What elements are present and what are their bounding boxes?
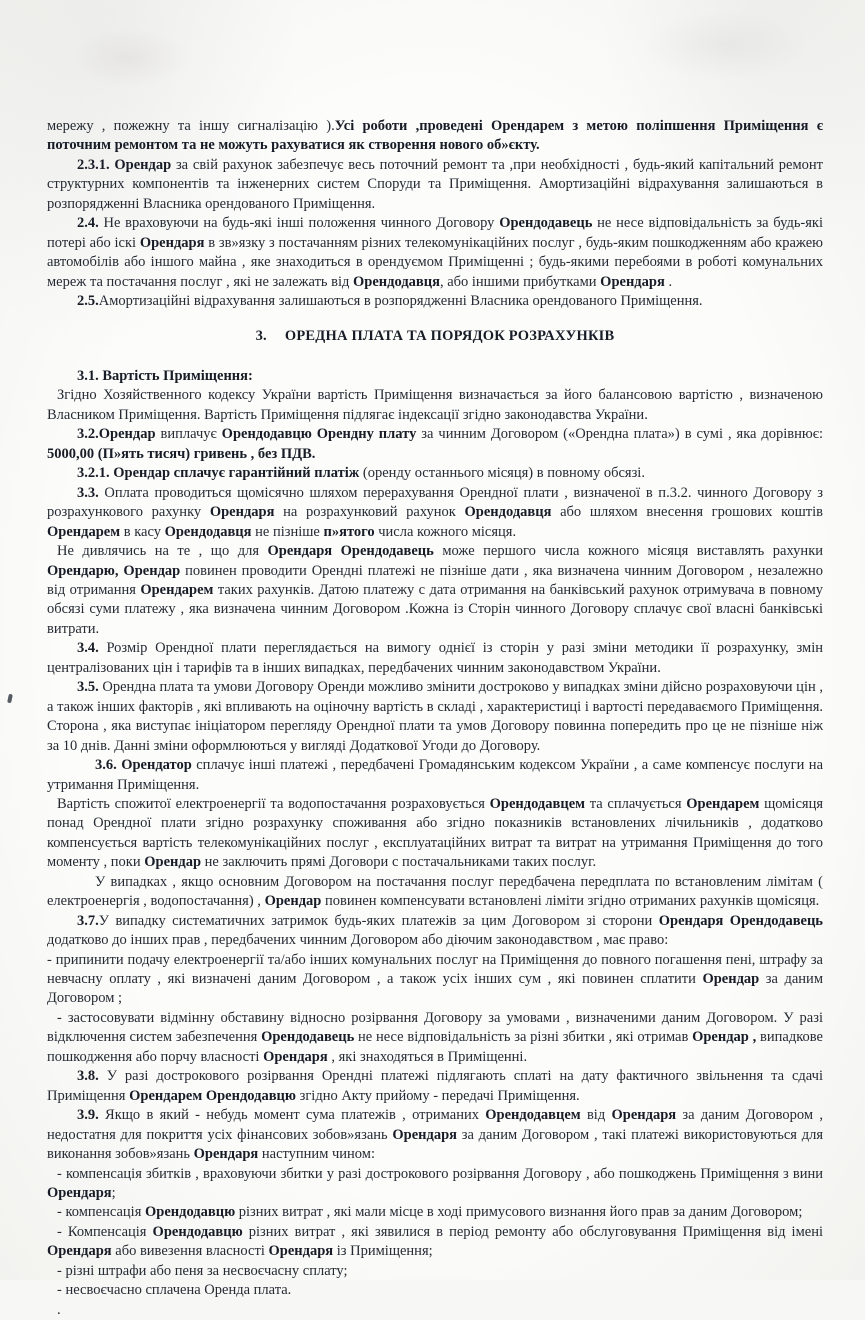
paragraph: [47, 1165, 823, 1204]
text-run: Орендаря: [193, 1146, 259, 1163]
paragraph: [47, 1262, 823, 1281]
text-run: Орендна плата та умови Договору Оренди можливо змінити достроково у випадках зміни дійсно розраховуючи цін , а також інших факторів , які впливають на оціночну вартість в складі , характеристиці і вартості передаваємого Приміщення. Сторона , яка виступає ініціатором перегляду Орендної плати та умов Договору повинна попередить про це не пізніше ніж за 10 днів. Данні зміни оформлюються у вигляді Додаткової Угоди до Договору.: [47, 679, 823, 754]
text-run: ;: [111, 1185, 116, 1202]
text-run: або вивезення власності: [111, 1243, 269, 1260]
paragraph: [47, 873, 823, 912]
text-run: 3.8.: [77, 1068, 99, 1085]
text-run: Орендодавцем: [489, 795, 586, 812]
text-run: - компенсація: [57, 1204, 145, 1221]
paragraph: [47, 1281, 823, 1300]
text-run: наступним чином:: [258, 1146, 375, 1163]
text-run: 3.3.: [77, 484, 99, 501]
text-run: на розрахунковий рахунок: [274, 504, 465, 521]
text-run: Не враховуючи на будь-які інші положення чинного Договору: [98, 215, 500, 232]
text-run: не заключить прямі Договори с постачальниками таких послуг.: [201, 854, 597, 871]
paragraph: [47, 639, 823, 678]
paragraph: [47, 1203, 823, 1222]
text-run: Орендар: [264, 893, 322, 910]
text-run: Орендаря: [209, 504, 275, 521]
paragraph: [47, 214, 823, 292]
text-run: 3.6. Орендатор: [95, 757, 192, 774]
text-run: Амортизаційні відрахування залишаються в розпорядженні Власника орендованого Приміщення.: [98, 293, 703, 310]
text-run: повинен компенсувати встановлені ліміти згідно отриманих рахунків щомісяця.: [321, 893, 820, 910]
text-run: Орендаря Орендодавець: [267, 543, 434, 560]
text-run: Згідно Хозяйственного кодексу України вартість Приміщення визначається за його балансовою вартістю , визначеною Власником Приміщення. Вартість Приміщення підлягає індексації згідно законодавства України.: [47, 387, 823, 423]
text-run: Орендар: [98, 426, 156, 443]
text-run: Орендар: [144, 854, 202, 871]
text-run: 3.2.: [77, 426, 99, 443]
text-run: та сплачується: [585, 795, 687, 812]
section-heading: [47, 327, 823, 346]
paragraph: [47, 156, 823, 214]
text-run: Орендаря: [268, 1243, 334, 1260]
text-run: 3.1. Вартість Приміщення:: [77, 367, 253, 384]
text-run: різних витрат , які зявилися в період ремонту або обслуговування Приміщення від імені: [242, 1223, 823, 1240]
text-run: Оплата проводиться щомісячно шляхом перерахування Орендної плати , визначеної в п.3.2. чинного Договору з розрахункового рахунку: [47, 484, 823, 521]
paragraph: [47, 425, 823, 464]
text-run: Орендодавцю Орендну плату: [221, 426, 417, 443]
scan-smudge: [640, 10, 810, 80]
paragraph: [47, 117, 823, 156]
text-run: згідно Акту прийому - передачі Приміщення.: [295, 1087, 580, 1104]
text-run: 3.9.: [77, 1107, 99, 1124]
text-run: Орендарю, Орендар: [47, 562, 181, 579]
text-run: за чинним Договором («Орендна плата») в сумі , яка дорівнює:: [416, 426, 823, 443]
text-run: Орендарем Орендодавцю: [129, 1087, 296, 1104]
text-run: У випадку систематичних затримок будь-яких платежів за цим Договором зі сторони: [98, 912, 659, 929]
text-run: .: [664, 273, 673, 290]
text-run: Якщо в який - небудь момент сума платежів , отриманих: [98, 1107, 486, 1124]
paragraph: [47, 756, 823, 795]
text-run: - різні штрафи або пеня за несвоєчасну сплату;: [57, 1262, 348, 1279]
text-run: повинен проводити Орендні платежі не пізніше дати , яка визначена чинним Договором , незалежно від отримання: [47, 562, 823, 598]
section-number: 3.: [255, 327, 267, 344]
paragraph: [47, 1067, 823, 1106]
text-run: мережу , пожежну та іншу сигналізацію ).: [47, 118, 335, 134]
text-run: Орендаря Орендодавець: [658, 912, 823, 929]
text-run: не несе відповідальність за різні збитки , які отримав: [354, 1029, 693, 1046]
paragraph: [47, 678, 823, 756]
paragraph: [47, 484, 823, 542]
text-run: Орендаря: [600, 273, 665, 290]
section-title: ОРЕДНА ПЛАТА ТА ПОРЯДОК РОЗРАХУНКІВ: [284, 327, 615, 344]
text-run: в зв»язку з постачанням різних телекомунікаційних послуг , будь-яким пошкодженням або кражею автомобілів або іншого майна , яке знаходиться в орендуємом Приміщенні ; будь-якими перебоями в роботі комунальних мереж та постачання послуг , які не залежать від: [47, 234, 823, 290]
text-run: - припинити подачу електроенергії та/або інших комунальних послуг на Приміщення до повного погашення пені, штрафу за невчасну оплату , які визначені даним Договором , а також усіх інших сум , які повинен сплатити: [47, 951, 823, 988]
text-run: за свій рахунок забезпечує весь поточний ремонт та ,при необхідності , будь-який капітальний ремонт структурних компонентів та інженерних систем Споруди та Приміщення. Амортизаційні відрахування залишаються в розпорядженні Власника орендованого Приміщення.: [47, 156, 823, 212]
text-run: Розмір Орендної плати переглядається на вимогу однієї із сторін у разі зміни методики її розрахунку, змін централізованих цін і тарифів та в інших випадках, передбачених чинним законодавством України.: [47, 640, 823, 676]
text-run: Орендарем: [140, 581, 214, 598]
text-run: додатково до інших прав , передбачених чинним Договором або діючим законодавством , має право:: [47, 932, 669, 949]
text-run: 2.4.: [77, 215, 99, 232]
text-run: 2.5.: [77, 293, 99, 310]
text-run: У випадках , якщо основним Договором на постачання послуг передбачена передплата по встановленим лімітам ( електроенергія , водопостачання) ,: [47, 873, 823, 910]
paragraph: [47, 386, 823, 425]
text-run: Орендаря: [47, 1243, 112, 1260]
paragraph: [47, 367, 823, 386]
paragraph: [47, 464, 823, 483]
text-run: 2.3.1. Орендар: [77, 156, 172, 173]
text-run: Орендодавця: [464, 504, 552, 521]
text-run: або шляхом внесення грошових коштів: [551, 504, 823, 521]
text-run: 3.7.: [77, 912, 99, 929]
text-run: Орендарем: [686, 795, 760, 812]
text-run: від: [580, 1107, 612, 1124]
text-run: Орендарем: [47, 523, 121, 540]
text-run: за даним Договором , недостатня для покриття усіх фінансових зобов»язань: [47, 1107, 823, 1143]
text-run: 5000,00 (П»ять тисяч) гривень , без ПДВ.: [47, 445, 316, 462]
text-run: Орендодавця: [353, 273, 440, 290]
paragraph: [47, 795, 823, 873]
text-run: Вартість спожитої електроенергії та водопостачання розраховується: [57, 795, 490, 812]
text-run: Орендодавець: [499, 215, 593, 232]
text-run: - Компенсація: [57, 1223, 153, 1240]
paragraph: [47, 951, 823, 1009]
text-run: (оренду останнього місяця) в повному обсязі.: [359, 465, 645, 482]
paragraph: [47, 1301, 823, 1320]
scan-mark: [7, 694, 13, 704]
text-run: Орендодавцю: [152, 1223, 243, 1240]
text-run: за даним Договором ;: [47, 971, 823, 1007]
paragraph: [47, 1009, 823, 1067]
text-run: Орендаря: [139, 234, 205, 251]
text-run: таких рахунків. Датою платежу с дата отримання на банківський рахунок отримувача в повному обсязі суми платежу , яка визначена чинним Договором .Кожна із Сторін чинного Договору сплачує свої власні банківські витрати.: [47, 581, 823, 637]
text-run: , які знаходяться в Приміщенні.: [327, 1048, 528, 1065]
text-run: 3.2.1. Орендар сплачує гарантійний платіж: [77, 465, 360, 482]
paragraph: [47, 542, 823, 639]
text-run: , або іншими прибутками: [439, 273, 601, 290]
paragraph: [47, 1223, 823, 1262]
paragraph: [47, 292, 823, 311]
text-run: не несе відповідальність за будь-які потері або іскі: [47, 215, 824, 251]
text-run: різних витрат , які мали місце в ході примусового визнання його прав за даним Договором;: [235, 1204, 803, 1221]
text-run: Не дивлячись на те , що для: [57, 543, 268, 560]
text-run: Орендаря: [47, 1185, 112, 1202]
text-run: Усі роботи ,проведені Орендарем з метою поліпшення Приміщення є поточним ремонтом та не можуть рахуватися як створення нового об»єкту.: [47, 118, 823, 154]
paragraph: [47, 1106, 823, 1164]
text-run: випадкове пошкодження або порчу власності: [47, 1029, 823, 1065]
text-run: щомісяця понад Орендної плати згідно розрахунку споживання або згідно показників встановлених лічильників , додатково компенсується вартість телекомунікаційних послуг , експлуатаційних витрат та витрат на утримання Приміщення до того моменту , поки: [47, 795, 823, 871]
text-run: Орендодавець: [261, 1029, 355, 1046]
text-run: Орендодавцю: [145, 1204, 236, 1221]
text-run: Орендар: [702, 971, 760, 988]
text-run: може першого числа кожного місяця виставлять рахунки: [433, 543, 823, 560]
text-run: числа кожного місяця.: [374, 523, 517, 540]
text-run: виплачує: [155, 426, 222, 443]
text-run: 3.4.: [77, 640, 99, 657]
text-run: за даним Договором , такі платежі використовуються для виконання зобов»язань: [47, 1126, 823, 1163]
document-body: [47, 117, 823, 1320]
text-run: - застосовувати відмінну обставину відносно розірвання Договору за умовами , визначеними даним Договором. У разі відключення систем забезпечення: [47, 1009, 823, 1046]
text-run: в касу: [120, 523, 165, 540]
text-run: Орендаря: [392, 1126, 457, 1143]
text-run: 3.5.: [77, 679, 99, 696]
text-run: із Приміщення;: [333, 1243, 433, 1260]
text-run: не пізніше: [251, 523, 324, 540]
text-run: Орендаря: [611, 1107, 677, 1124]
text-run: - несвоєчасно сплачена Оренда плата.: [57, 1282, 292, 1299]
scan-smudge: [70, 28, 190, 88]
text-run: п»ятого: [323, 523, 375, 540]
text-run: сплачує інші платежі , передбачені Громадянським кодексом України , а саме компенсує послуги на утримання Приміщення.: [47, 757, 824, 793]
text-run: .: [57, 1301, 61, 1318]
text-run: - компенсація збитків , враховуючи збитки у разі дострокового розірвання Договору , або пошкоджень Приміщення з вини: [57, 1165, 823, 1182]
text-run: Орендаря: [263, 1048, 328, 1065]
text-run: У разі дострокового розірвання Орендні платежі підлягають сплаті на дату фактичного звільнення та сдачі Приміщення: [47, 1068, 823, 1104]
text-run: Орендодавця: [164, 523, 252, 540]
text-run: Орендар ,: [692, 1029, 757, 1046]
paragraph: [47, 912, 823, 951]
text-run: Орендодавцем: [485, 1107, 581, 1124]
